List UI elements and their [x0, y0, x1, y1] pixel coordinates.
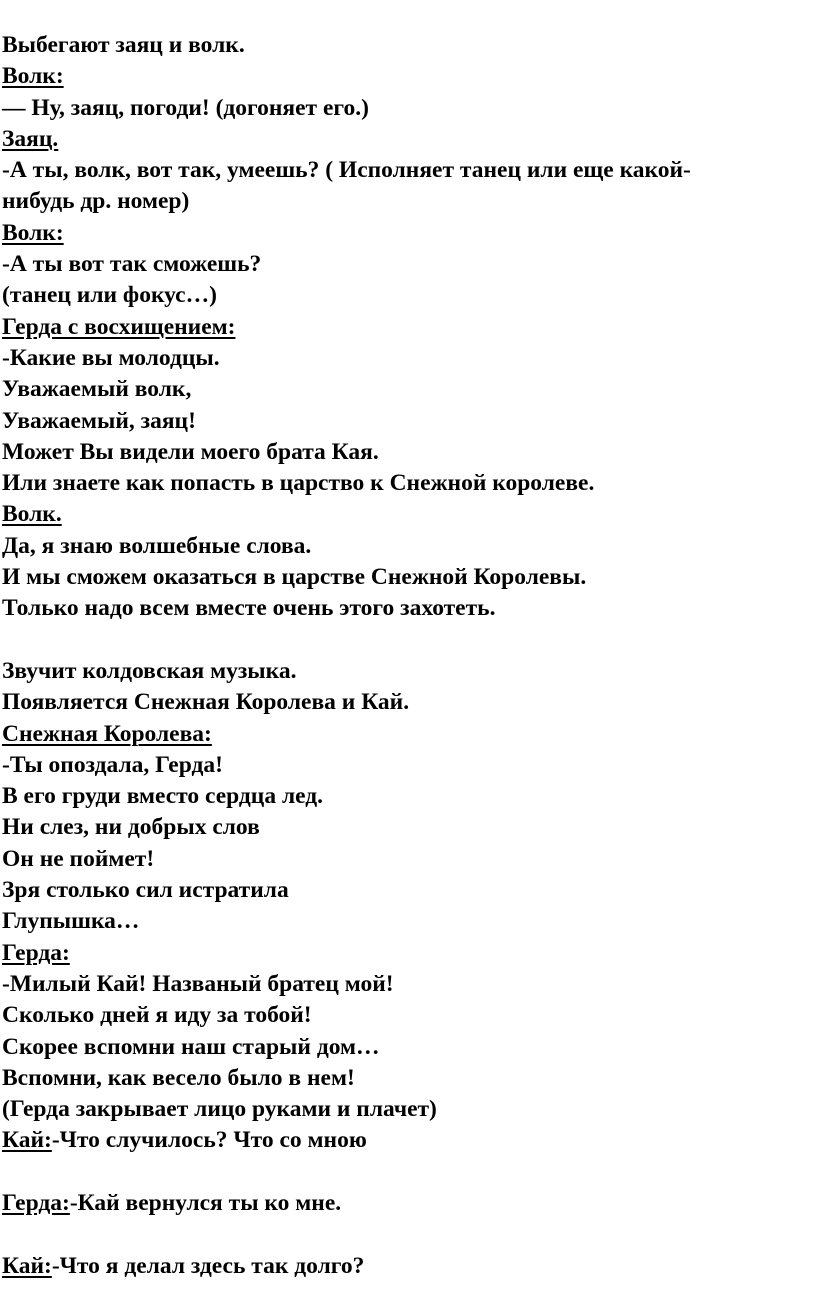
line-text: Уважаемый волк,	[2, 376, 192, 403]
text-line	[2, 875, 814, 906]
line-text: -Какие вы молодцы.	[2, 344, 220, 371]
blank-line	[2, 625, 814, 656]
speaker-name: Волк:	[2, 219, 64, 246]
line-text: Уважаемый, заяц!	[2, 407, 196, 434]
text-line	[2, 249, 814, 280]
line-text: Звучит колдовская музыка.	[2, 657, 297, 684]
speaker-name: Волк.	[2, 501, 62, 528]
line-text: (Герда закрывает лицо руками и плачет)	[2, 1096, 437, 1123]
line-text: Выбегают заяц и волк.	[2, 32, 245, 58]
dialogue-line	[2, 499, 814, 530]
text-line	[2, 906, 814, 937]
line-text: Или знаете как попасть в царство к Снежной королеве.	[2, 470, 595, 497]
dialogue-line	[2, 61, 814, 92]
text-line	[2, 1094, 814, 1125]
text-line	[2, 656, 814, 687]
line-text: -А ты, волк, вот так, умеешь? ( Исполняет танец или еще какой-	[2, 157, 691, 184]
text-line	[2, 844, 814, 875]
dialogue-line	[2, 218, 814, 249]
line-text: -А ты вот так сможешь?	[2, 251, 262, 278]
script-page	[2, 30, 814, 1282]
blank-line	[2, 1157, 814, 1188]
line-text: -Ты опоздала, Герда!	[2, 751, 223, 778]
speaker-name: Кай:	[2, 1252, 52, 1279]
dialogue-line	[2, 1188, 814, 1219]
line-text: Сколько дней я иду за тобой!	[2, 1002, 312, 1029]
line-text: нибудь др. номер)	[2, 188, 190, 215]
line-text: Глупышка…	[2, 908, 140, 935]
speaker-name: Заяц.	[2, 125, 59, 152]
line-text: — Ну, заяц, погоди! (догоняет его.)	[2, 94, 369, 121]
line-text: Да, я знаю волшебные слова.	[2, 532, 312, 559]
text-line	[2, 374, 814, 405]
text-line	[2, 812, 814, 843]
text-line	[2, 406, 814, 437]
line-text: Вспомни, как весело было в нем!	[2, 1064, 355, 1091]
text-line	[2, 750, 814, 781]
text-line	[2, 562, 814, 593]
speaker-name: Герда:	[2, 1189, 70, 1216]
dialogue-line	[2, 312, 814, 343]
dialogue-line	[2, 938, 814, 969]
speaker-name: Герда с восхищением:	[2, 313, 236, 340]
text-line	[2, 93, 814, 124]
speaker-name: Герда:	[2, 939, 70, 966]
line-text: -Кай вернулся ты ко мне.	[69, 1189, 342, 1216]
line-text: -Что я делал здесь так долго?	[51, 1252, 365, 1279]
line-text: -Что случилось? Что со мною	[51, 1127, 367, 1154]
speaker-name: Кай:	[2, 1127, 52, 1154]
line-text: В его груди вместо сердца лед.	[2, 783, 324, 810]
dialogue-line	[2, 719, 814, 750]
text-line	[2, 781, 814, 812]
text-line	[2, 593, 814, 624]
line-text: Скорее вспомни наш старый дом…	[2, 1033, 380, 1060]
text-line	[2, 186, 814, 217]
speaker-name: Снежная Королева:	[2, 720, 212, 747]
text-line	[2, 437, 814, 468]
text-line	[2, 1032, 814, 1063]
line-text: -Милый Кай! Названый братец мой!	[2, 970, 394, 997]
dialogue-line	[2, 1251, 814, 1282]
text-line	[2, 687, 814, 718]
text-line	[2, 155, 814, 186]
text-line	[2, 531, 814, 562]
line-text: Он не поймет!	[2, 845, 155, 872]
text-line	[2, 1063, 814, 1094]
line-text: Может Вы видели моего брата Кая.	[2, 438, 379, 465]
text-line	[2, 280, 814, 311]
line-text: Появляется Снежная Королева и Кай.	[2, 689, 410, 716]
blank-line	[2, 1219, 814, 1250]
line-text: И мы сможем оказаться в царстве Снежной Королевы.	[2, 564, 587, 591]
text-line	[2, 468, 814, 499]
text-line	[2, 1000, 814, 1031]
dialogue-line	[2, 124, 814, 155]
line-text: Ни слез, ни добрых слов	[2, 814, 260, 841]
line-text: (танец или фокус…)	[2, 282, 217, 309]
text-line	[2, 969, 814, 1000]
text-line	[2, 30, 814, 61]
text-line	[2, 343, 814, 374]
dialogue-line	[2, 1125, 814, 1156]
speaker-name: Волк:	[2, 63, 64, 90]
line-text: Только надо всем вместе очень этого захотеть.	[2, 595, 496, 622]
line-text: Зря столько сил истратила	[2, 877, 289, 904]
